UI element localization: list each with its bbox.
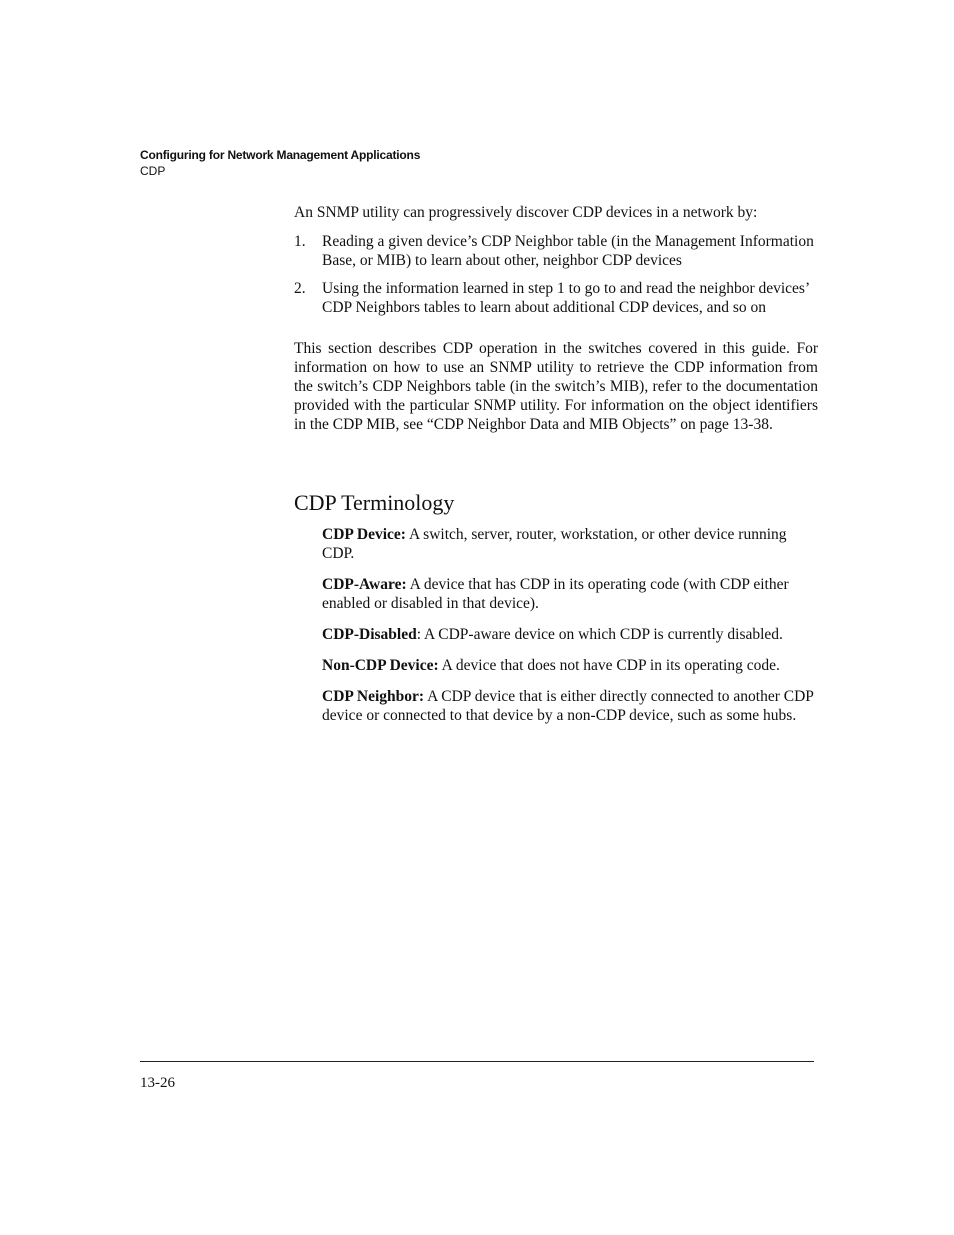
list-item [294, 232, 818, 270]
term-item [322, 575, 818, 613]
section-description: This section describes CDP operation in the switches covered in this guide. For information on how to use an SNMP utility to retrieve the CDP information from the switch’s CDP Neighbors table (in the switch’s MIB), refer to the documentation provided with the particular SNMP utility. For information on the object identifiers in the CDP MIB, see “CDP Neighbor Data and MIB Objects” on page 13-38. [294, 340, 818, 433]
term-name: CDP-Disabled [322, 626, 417, 643]
list-item [294, 279, 818, 317]
term-definition: A CDP device that is either directly connected to another CDP device or connected to that device by a non-CDP device, such as some hubs. [322, 688, 814, 724]
term-name: CDP-Aware: [322, 576, 407, 593]
running-head-subtitle: CDP [140, 164, 166, 178]
term-item [322, 625, 818, 644]
term-name: Non-CDP Device: [322, 657, 439, 674]
step-text: Reading a given device’s CDP Neighbor table (in the Management Information Base, or MIB) to learn about other, neighbor CDP devices [322, 233, 814, 269]
intro-paragraph: An SNMP utility can progressively discover CDP devices in a network by: [294, 204, 758, 221]
step-number: 1. [294, 233, 306, 250]
step-number: 2. [294, 280, 306, 297]
running-head-title: Configuring for Network Management Applications [140, 148, 421, 162]
page-body [294, 203, 818, 737]
footer-divider [140, 1061, 814, 1062]
discovery-steps-list [294, 232, 818, 317]
step-text: Using the information learned in step 1 to go to and read the neighbor devices’ CDP Neighbors tables to learn about additional CDP devices, and so on [322, 280, 809, 316]
term-item [322, 525, 818, 563]
term-name: CDP Neighbor: [322, 688, 425, 705]
page-number: 13-26 [140, 1075, 175, 1091]
terminology-list [294, 525, 818, 725]
term-definition: A device that has CDP in its operating code (with CDP either enabled or disabled in that device). [322, 576, 789, 612]
term-name: CDP Device: [322, 526, 406, 543]
term-definition: : A CDP-aware device on which CDP is currently disabled. [416, 626, 783, 643]
term-item [322, 656, 818, 675]
term-definition: A device that does not have CDP in its operating code. [438, 657, 780, 674]
running-head [140, 147, 420, 179]
term-item [322, 687, 818, 725]
term-definition: A switch, server, router, workstation, or other device running CDP. [322, 526, 787, 562]
section-heading: CDP Terminology [294, 490, 455, 515]
